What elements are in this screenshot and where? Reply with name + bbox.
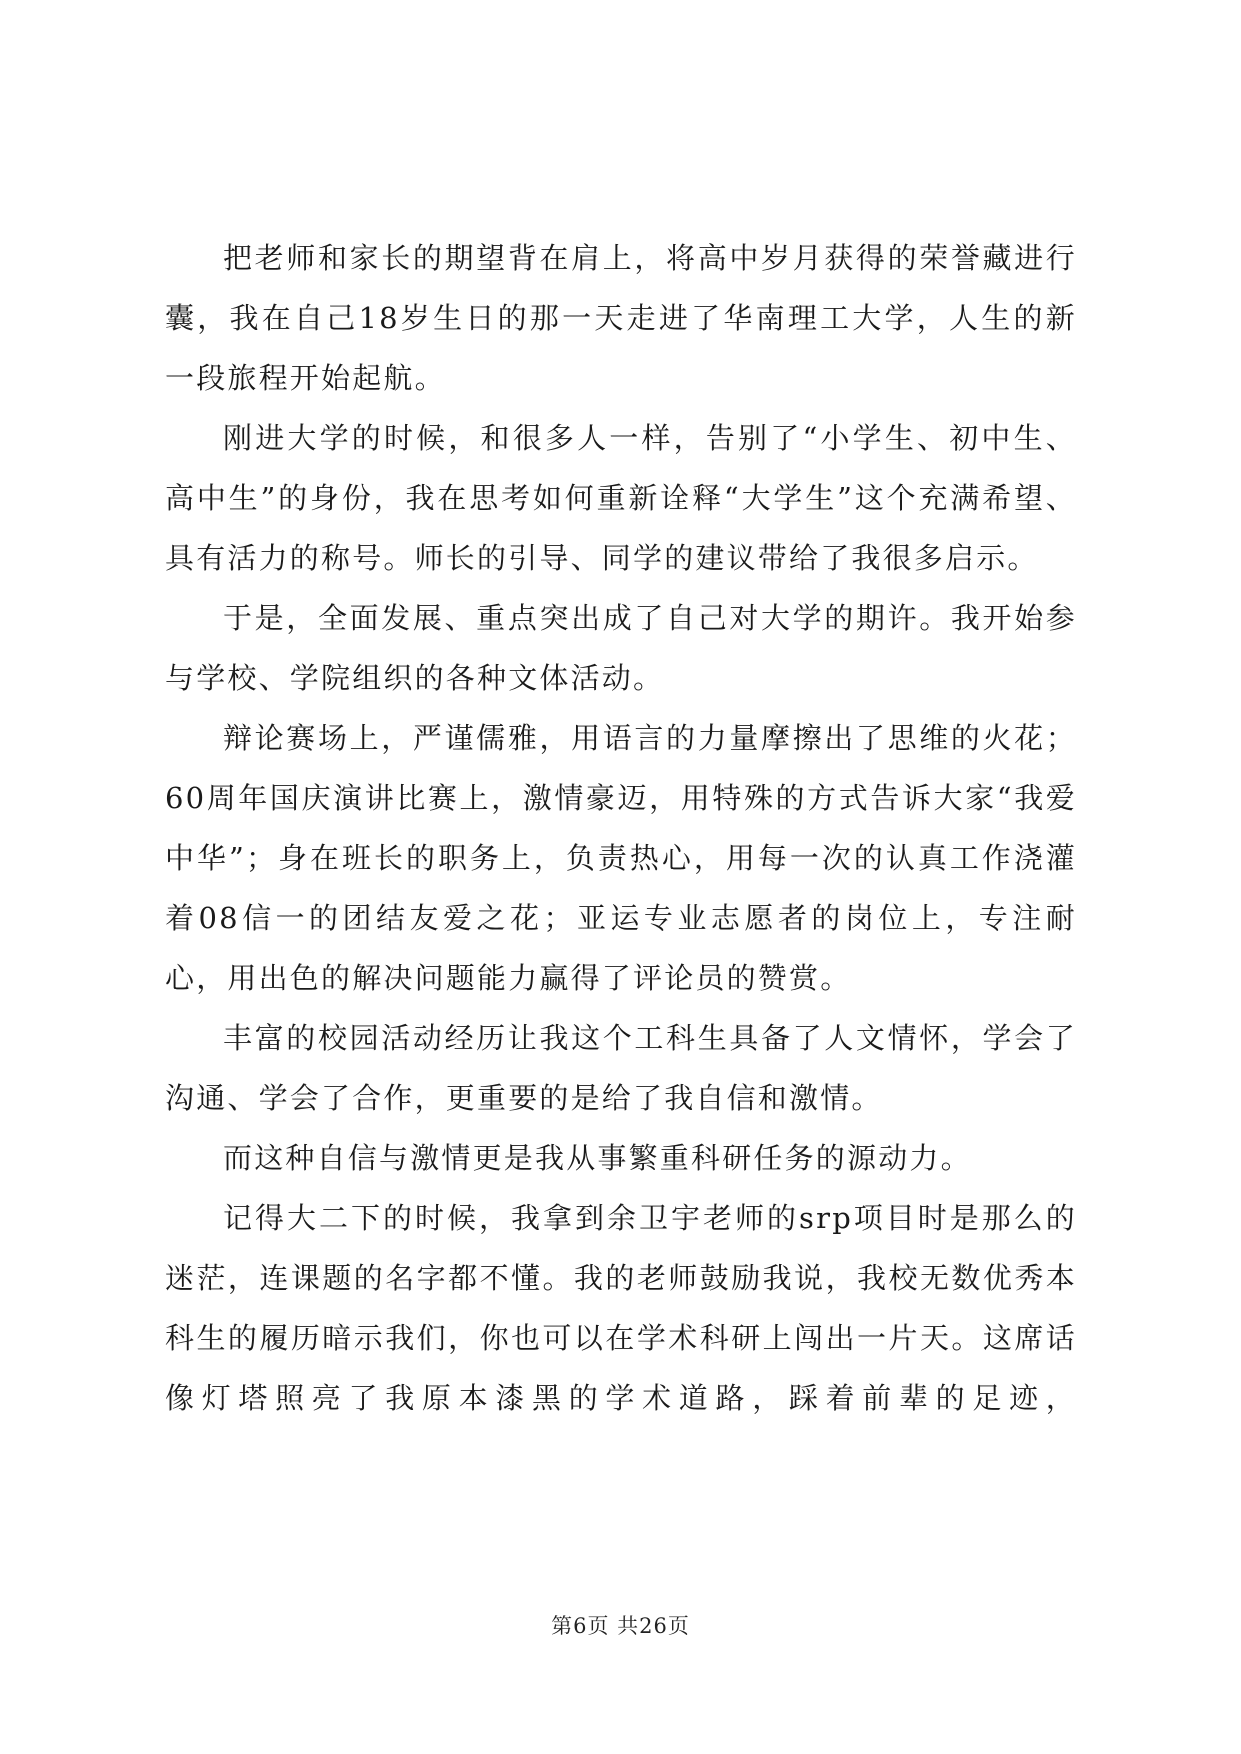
paragraph: 于是，全面发展、重点突出成了自己对大学的期许。我开始参与学校、学院组织的各种文体活动。 bbox=[165, 601, 1077, 695]
paragraph: 丰富的校园活动经历让我这个工科生具备了人文情怀，学会了沟通、学会了合作，更重要的是给了我自信和激情。 bbox=[165, 1021, 1077, 1115]
document-body bbox=[165, 228, 1077, 1428]
paragraph: 记得大二下的时候，我拿到余卫宇老师的srp项目时是那么的迷茫，连课题的名字都不懂。我的老师鼓励我说，我校无数优秀本科生的履历暗示我们，你也可以在学术科研上闯出一片天。这席话像灯塔照亮了我原本漆黑的学术道路，踩着前辈的足迹， bbox=[165, 1201, 1077, 1415]
paragraph: 把老师和家长的期望背在肩上，将高中岁月获得的荣誉藏进行囊，我在自己18岁生日的那一天走进了华南理工大学，人生的新一段旅程开始起航。 bbox=[165, 241, 1077, 395]
page-number-footer: 第6页 共26页 bbox=[551, 1614, 690, 1638]
paragraph: 辩论赛场上，严谨儒雅，用语言的力量摩擦出了思维的火花；60周年国庆演讲比赛上，激情豪迈，用特殊的方式告诉大家“我爱中华”；身在班长的职务上，负责热心，用每一次的认真工作浇灌着08信一的团结友爱之花；亚运专业志愿者的岗位上，专注耐心，用出色的解决问题能力赢得了评论员的赞赏。 bbox=[165, 721, 1077, 995]
paragraph: 刚进大学的时候，和很多人一样，告别了“小学生、初中生、高中生”的身份，我在思考如何重新诠释“大学生”这个充满希望、具有活力的称号。师长的引导、同学的建议带给了我很多启示。 bbox=[165, 421, 1077, 575]
paragraph: 而这种自信与激情更是我从事繁重科研任务的源动力。 bbox=[223, 1141, 972, 1175]
